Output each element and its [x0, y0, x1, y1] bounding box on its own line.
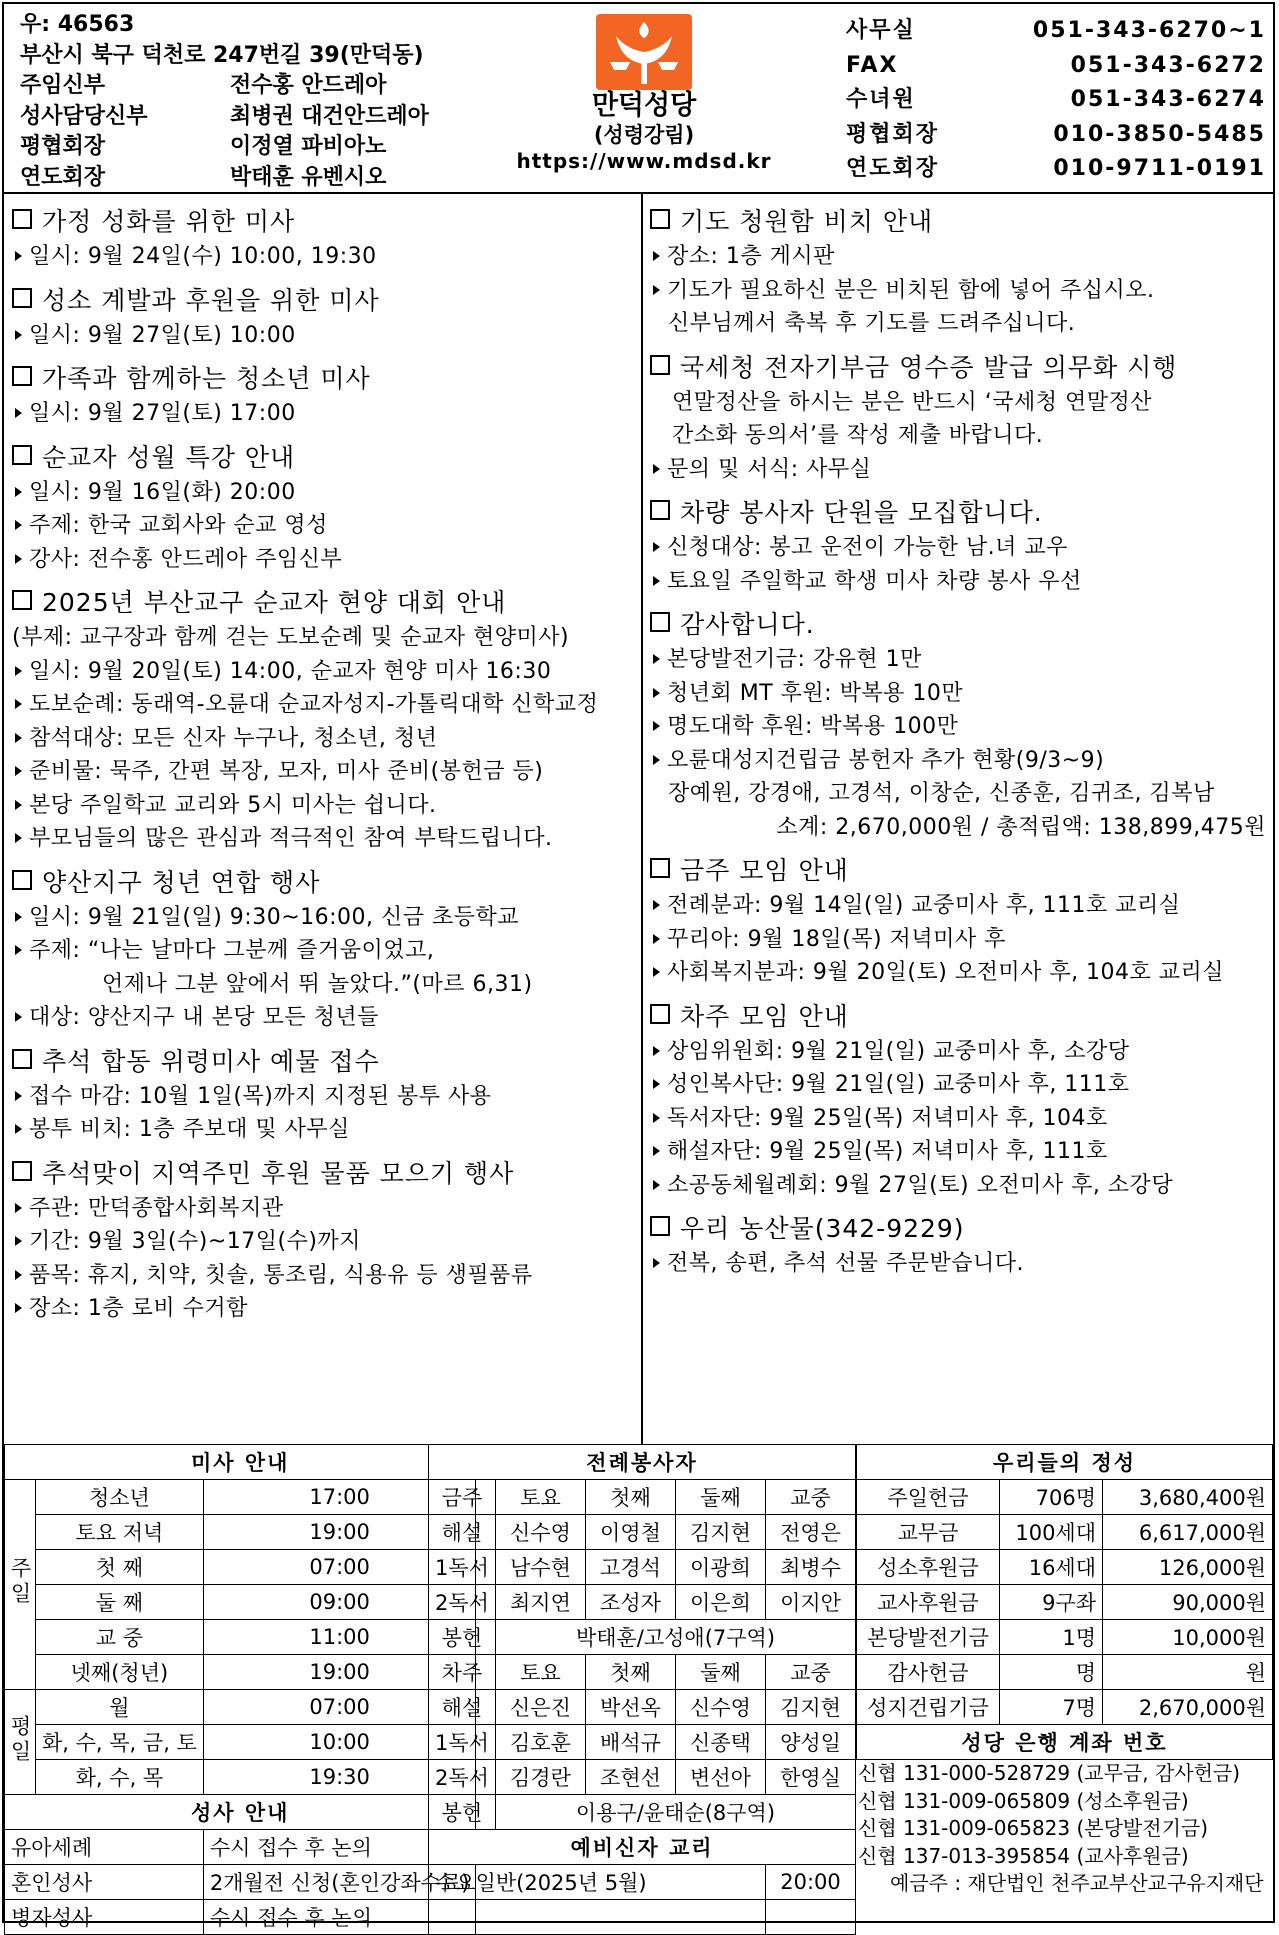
list-item: 전복, 송편, 추석 선물 주문받습니다.	[650, 1247, 1268, 1281]
triangle-bullet-icon	[15, 800, 22, 810]
list-item: 도보순례: 동래역-오륜대 순교자성지-가톨릭대학 신학교정	[12, 688, 636, 722]
bank-account-holder: 예금주 : 재단법인 천주교부산교구유지재단	[890, 1871, 1264, 1895]
list-item: 부모님들의 많은 관심과 적극적인 참여 부탁드립니다.	[12, 822, 636, 856]
list-item: 청년회 MT 후원: 박복용 10만	[650, 677, 1268, 711]
triangle-bullet-icon	[653, 1113, 660, 1123]
triangle-bullet-icon	[15, 520, 22, 530]
text-line: 언제나 그분 앞에서 뛰 놀았다.”(마르 6,31)	[102, 971, 533, 997]
checkbox-square-icon	[12, 1049, 32, 1069]
triangle-bullet-icon	[653, 1258, 660, 1268]
bank-account: 신협 137-013-395854 (교사후원금)	[858, 1843, 1189, 1868]
triangle-bullet-icon	[15, 1203, 22, 1213]
triangle-bullet-icon	[653, 1146, 660, 1156]
table-row: 혼인성사 2개월전 신청(혼인강좌수료)	[5, 1865, 476, 1900]
table-row: 화, 수, 목 19:30	[5, 1760, 476, 1795]
table-row: 감사헌금 명 원	[857, 1655, 1273, 1690]
church-name: 만덕성당	[591, 90, 697, 121]
list-item: 본당발전기금: 강유현 1만	[650, 643, 1268, 677]
header-prayer-president: 연도회장 박태훈 유벤시오	[20, 164, 387, 190]
list-item: 장소: 1층 로비 수거함	[12, 1292, 636, 1326]
list-item: 강사: 전수홍 안드레아 주임신부	[12, 543, 636, 577]
triangle-bullet-icon	[15, 408, 22, 418]
triangle-bullet-icon	[15, 945, 22, 955]
table-row	[429, 1900, 856, 1935]
header-council-president: 평협회장 이정열 파비아노	[20, 134, 387, 159]
checkbox-square-icon	[650, 500, 670, 520]
list-item: 독서자단: 9월 25일(목) 저녁미사 후, 104호	[650, 1102, 1268, 1136]
section-title: 우리 농산물(342-9229)	[650, 1211, 1268, 1247]
list-item: 사회복지분과: 9월 20일(토) 오전미사 후, 104호 교리실	[650, 956, 1268, 990]
list-item: 일시: 9월 16일(화) 20:00	[12, 476, 636, 510]
list-item: 일시: 9월 27일(토) 17:00	[12, 397, 636, 431]
list-item: 오륜대성지건립금 봉헌자 추가 현황(9/3~9)	[650, 744, 1268, 778]
text-line: 간소화 동의서’를 작성 제출 바랍니다.	[672, 423, 1044, 448]
list-item: 전례분과: 9월 14일(일) 교중미사 후, 111호 교리실	[650, 889, 1268, 923]
sunday-label: 주일	[5, 1480, 36, 1690]
list-item: 꾸리아: 9월 18일(목) 저녁미사 후	[650, 923, 1268, 957]
triangle-bullet-icon	[15, 1303, 22, 1313]
triangle-bullet-icon	[653, 934, 660, 944]
list-item: 해설자단: 9월 25일(목) 저녁미사 후, 111호	[650, 1135, 1268, 1169]
list-item: 명도대학 후원: 박복용 100만	[650, 710, 1268, 744]
contact-row: 평협회장 010-3850-5485	[846, 121, 1266, 147]
offerings-table	[856, 1444, 1273, 1760]
table-row: 2독서 최지연 조성자 이은희 이지안	[429, 1585, 856, 1620]
contact-row: 사무실 051-343-6270~1	[846, 18, 1266, 43]
text-line: (부제: 교구장과 함께 걷는 도보순례 및 순교자 현양미사)	[12, 625, 570, 650]
column-divider	[641, 192, 643, 1444]
section-title: 국세청 전자기부금 영수증 발급 의무화 시행	[650, 350, 1268, 386]
table-row: 해설 신은진 박선옥 신수영 김지현	[429, 1690, 856, 1725]
table-row: 화, 수, 목, 금, 토 10:00	[5, 1725, 476, 1760]
list-item: 대상: 양산지구 내 본당 모든 청년들	[12, 1001, 636, 1035]
triangle-bullet-icon	[653, 654, 660, 664]
checkbox-square-icon	[12, 288, 32, 308]
church-subtitle: (성령강림)	[593, 123, 695, 147]
table-row: 본당발전기금 1명 10,000원	[857, 1620, 1273, 1655]
list-item: 주제: “나는 날마다 그분께 즐거움이었고,	[12, 934, 636, 968]
table-row: 첫 째 07:00	[5, 1550, 476, 1585]
section-title: 차주 모임 안내	[650, 999, 1268, 1035]
table-row: 주일헌금 706명 3,680,400원	[857, 1480, 1273, 1515]
checkbox-square-icon	[650, 1216, 670, 1236]
checkbox-square-icon	[650, 1004, 670, 1024]
triangle-bullet-icon	[15, 1012, 22, 1022]
list-item: 접수 마감: 10월 1일(목)까지 지정된 봉투 사용	[12, 1080, 636, 1114]
list-item: 성인복사단: 9월 21일(일) 교중미사 후, 111호	[650, 1068, 1268, 1102]
checkbox-square-icon	[650, 858, 670, 878]
triangle-bullet-icon	[15, 733, 22, 743]
announcements	[4, 192, 1273, 1446]
checkbox-square-icon	[650, 209, 670, 229]
church-logo-icon	[596, 14, 692, 90]
triangle-bullet-icon	[15, 699, 22, 709]
list-item: 일시: 9월 21일(일) 9:30~16:00, 신금 초등학교	[12, 901, 636, 935]
triangle-bullet-icon	[15, 912, 22, 922]
table-row: 유아세례 수시 접수 후 논의	[5, 1830, 476, 1865]
table-row: 차주 토요 첫째 둘째 교중	[429, 1655, 856, 1690]
checkbox-square-icon	[12, 870, 32, 890]
header-confessor: 성사담당신부 최병권 대건안드레아	[20, 103, 429, 129]
list-item: 준비물: 묵주, 간편 복장, 모자, 미사 준비(봉헌금 등)	[12, 755, 636, 789]
list-item: 문의 및 서식: 사무실	[650, 453, 1268, 487]
list-item: 일시: 9월 27일(토) 10:00	[12, 319, 636, 353]
table-row: 넷째(청년) 19:00	[5, 1655, 476, 1690]
left-column	[12, 204, 636, 1326]
header-pastor: 주임신부 전수홍 안드레아	[20, 73, 387, 98]
list-item: 신청대상: 봉고 운전이 가능한 남.녀 교우	[650, 531, 1268, 565]
triangle-bullet-icon	[15, 833, 22, 843]
list-item: 주제: 한국 교회사와 순교 영성	[12, 509, 636, 543]
bulletin-page	[2, 2, 1275, 1930]
table-row: 토요 저녁 19:00	[5, 1515, 476, 1550]
triangle-bullet-icon	[653, 688, 660, 698]
triangle-bullet-icon	[15, 251, 22, 261]
bank-accounts	[856, 1752, 1275, 1898]
triangle-bullet-icon	[653, 1046, 660, 1056]
triangle-bullet-icon	[653, 251, 660, 261]
section-title: 가족과 함께하는 청소년 미사	[12, 361, 636, 397]
section-title: 추석맞이 지역주민 후원 물품 모으기 행사	[12, 1156, 636, 1192]
contact-row: FAX 051-343-6272	[846, 52, 1266, 78]
weekday-label: 평일	[5, 1690, 36, 1795]
list-item: 소공동체월례회: 9월 27일(토) 오전미사 후, 소강당	[650, 1169, 1268, 1203]
catechumen-title: 예비신자 교리	[429, 1830, 856, 1865]
table-row: 성소후원금 16세대 126,000원	[857, 1550, 1273, 1585]
triangle-bullet-icon	[15, 1236, 22, 1246]
list-item: 봉투 비치: 1층 주보대 및 사무실	[12, 1113, 636, 1147]
triangle-bullet-icon	[15, 554, 22, 564]
section-title: 감사합니다.	[650, 607, 1268, 643]
triangle-bullet-icon	[653, 1079, 660, 1089]
table-row: 1독서 남수현 고경석 이광희 최병수	[429, 1550, 856, 1585]
section-title: 차량 봉사자 단원을 모집합니다.	[650, 495, 1268, 531]
section-title: 추석 합동 위령미사 예물 접수	[12, 1044, 636, 1080]
table-row: 평일 월 07:00	[5, 1690, 476, 1725]
section-title: 가정 성화를 위한 미사	[12, 204, 636, 240]
list-item: 상임위원회: 9월 21일(일) 교중미사 후, 소강당	[650, 1035, 1268, 1069]
triangle-bullet-icon	[15, 666, 22, 676]
list-item: 일시: 9월 24일(수) 10:00, 19:30	[12, 240, 636, 274]
table-row: 둘 째 09:00	[5, 1585, 476, 1620]
header-left-info	[20, 10, 429, 193]
triangle-bullet-icon	[653, 542, 660, 552]
offerings-table-title: 우리들의 정성	[857, 1445, 1273, 1480]
right-column	[650, 204, 1268, 1281]
triangle-bullet-icon	[15, 1124, 22, 1134]
list-item: 주관: 만덕종합사회복지관	[12, 1192, 636, 1226]
list-item: 기간: 9월 3일(수)~17일(수)까지	[12, 1225, 636, 1259]
checkbox-square-icon	[12, 366, 32, 386]
table-row: 금주 토요 첫째 둘째 교중	[429, 1480, 856, 1515]
text-line: 장예원, 강경애, 고경석, 이창순, 신종훈, 김귀조, 김복남	[668, 781, 1215, 806]
table-row: 주일 청소년 17:00	[5, 1480, 476, 1515]
list-item: 품목: 휴지, 치약, 칫솔, 통조림, 식용유 등 생필품류	[12, 1259, 636, 1293]
triangle-bullet-icon	[653, 285, 660, 295]
header	[4, 4, 1273, 194]
header-contacts	[846, 14, 1266, 187]
triangle-bullet-icon	[653, 1180, 660, 1190]
checkbox-square-icon	[12, 209, 32, 229]
checkbox-square-icon	[12, 590, 32, 610]
checkbox-square-icon	[12, 1161, 32, 1181]
triangle-bullet-icon	[15, 330, 22, 340]
text-line: 신부님께서 축복 후 기도를 드려주십니다.	[668, 311, 1076, 336]
table-row: 봉헌 이용구/윤태순(8구역)	[429, 1795, 856, 1830]
list-item: 장소: 1층 게시판	[650, 240, 1268, 274]
bank-account: 신협 131-009-065809 (성소후원금)	[858, 1788, 1189, 1813]
list-item: 일시: 9월 20일(토) 14:00, 순교자 현양 미사 16:30	[12, 655, 636, 689]
table-row: 수요일반(2025년 5월) 20:00	[429, 1865, 856, 1900]
table-row: 교무금 100세대 6,617,000원	[857, 1515, 1273, 1550]
list-item: 참석대상: 모든 신자 누구나, 청소년, 청년	[12, 722, 636, 756]
table-row: 병자성사 수시 접수 후 논의	[5, 1900, 476, 1935]
mass-table-title: 미사 안내	[5, 1445, 476, 1480]
table-row: 성지건립기금 7명 2,670,000원	[857, 1690, 1273, 1725]
triangle-bullet-icon	[653, 755, 660, 765]
header-address-zip: 우: 46563	[20, 12, 135, 37]
table-row: 해설 신수영 이영철 김지현 전영은	[429, 1515, 856, 1550]
liturgy-table-title: 전례봉사자	[429, 1445, 856, 1480]
section-title: 성소 계발과 후원을 위한 미사	[12, 283, 636, 319]
triangle-bullet-icon	[15, 1270, 22, 1280]
table-row: 교사후원금 9구좌 90,000원	[857, 1585, 1273, 1620]
section-title: 금주 모임 안내	[650, 853, 1268, 889]
church-url: https://www.mdsd.kr	[516, 149, 772, 173]
section-title: 2025년 부산교구 순교자 현양 대회 안내	[12, 585, 636, 621]
list-item: 본당 주일학교 교리와 5시 미사는 쉽니다.	[12, 789, 636, 823]
section-title: 순교자 성월 특강 안내	[12, 440, 636, 476]
contact-row: 연도회장 010-9711-0191	[846, 156, 1266, 181]
table-row: 교 중 11:00	[5, 1620, 476, 1655]
triangle-bullet-icon	[15, 1091, 22, 1101]
church-logo-block	[499, 14, 789, 174]
checkbox-square-icon	[650, 355, 670, 375]
triangle-bullet-icon	[15, 487, 22, 497]
text-line: 연말정산을 하시는 분은 반드시 ‘국세청 연말정산	[672, 389, 1153, 415]
triangle-bullet-icon	[653, 576, 660, 586]
triangle-bullet-icon	[15, 766, 22, 776]
sacrament-table-title: 성사 안내	[5, 1795, 476, 1830]
header-address: 부산시 북구 덕천로 247번길 39(만덕동)	[20, 42, 424, 68]
list-item: 토요일 주일학교 학생 미사 차량 봉사 우선	[650, 565, 1268, 599]
table-row: 봉헌 박태훈/고성애(7구역)	[429, 1620, 856, 1655]
bank-title: 성당 은행 계좌 번호	[857, 1725, 1273, 1760]
section-title: 기도 청원함 비치 안내	[650, 204, 1268, 240]
triangle-bullet-icon	[653, 464, 660, 474]
mass-schedule-table	[4, 1444, 476, 1935]
liturgy-servers-table	[428, 1444, 856, 1935]
triangle-bullet-icon	[653, 967, 660, 977]
checkbox-square-icon	[12, 445, 32, 465]
list-item: 기도가 필요하신 분은 비치된 함에 넣어 주십시오.	[650, 274, 1268, 308]
checkbox-square-icon	[650, 612, 670, 632]
triangle-bullet-icon	[653, 900, 660, 910]
triangle-bullet-icon	[653, 721, 660, 731]
table-row: 1독서 김호훈 배석규 신종택 양성일	[429, 1725, 856, 1760]
bank-account: 신협 131-000-528729 (교무금, 감사헌금)	[858, 1761, 1241, 1785]
table-row: 2독서 김경란 조현선 변선아 한영실	[429, 1760, 856, 1795]
section-title: 양산지구 청년 연합 행사	[12, 865, 636, 901]
text-line: 소계: 2,670,000원 / 총적립액: 138,899,475원	[776, 814, 1266, 840]
contact-row: 수녀원 051-343-6274	[846, 87, 1266, 112]
bank-account: 신협 131-009-065823 (본당발전기금)	[858, 1816, 1209, 1840]
